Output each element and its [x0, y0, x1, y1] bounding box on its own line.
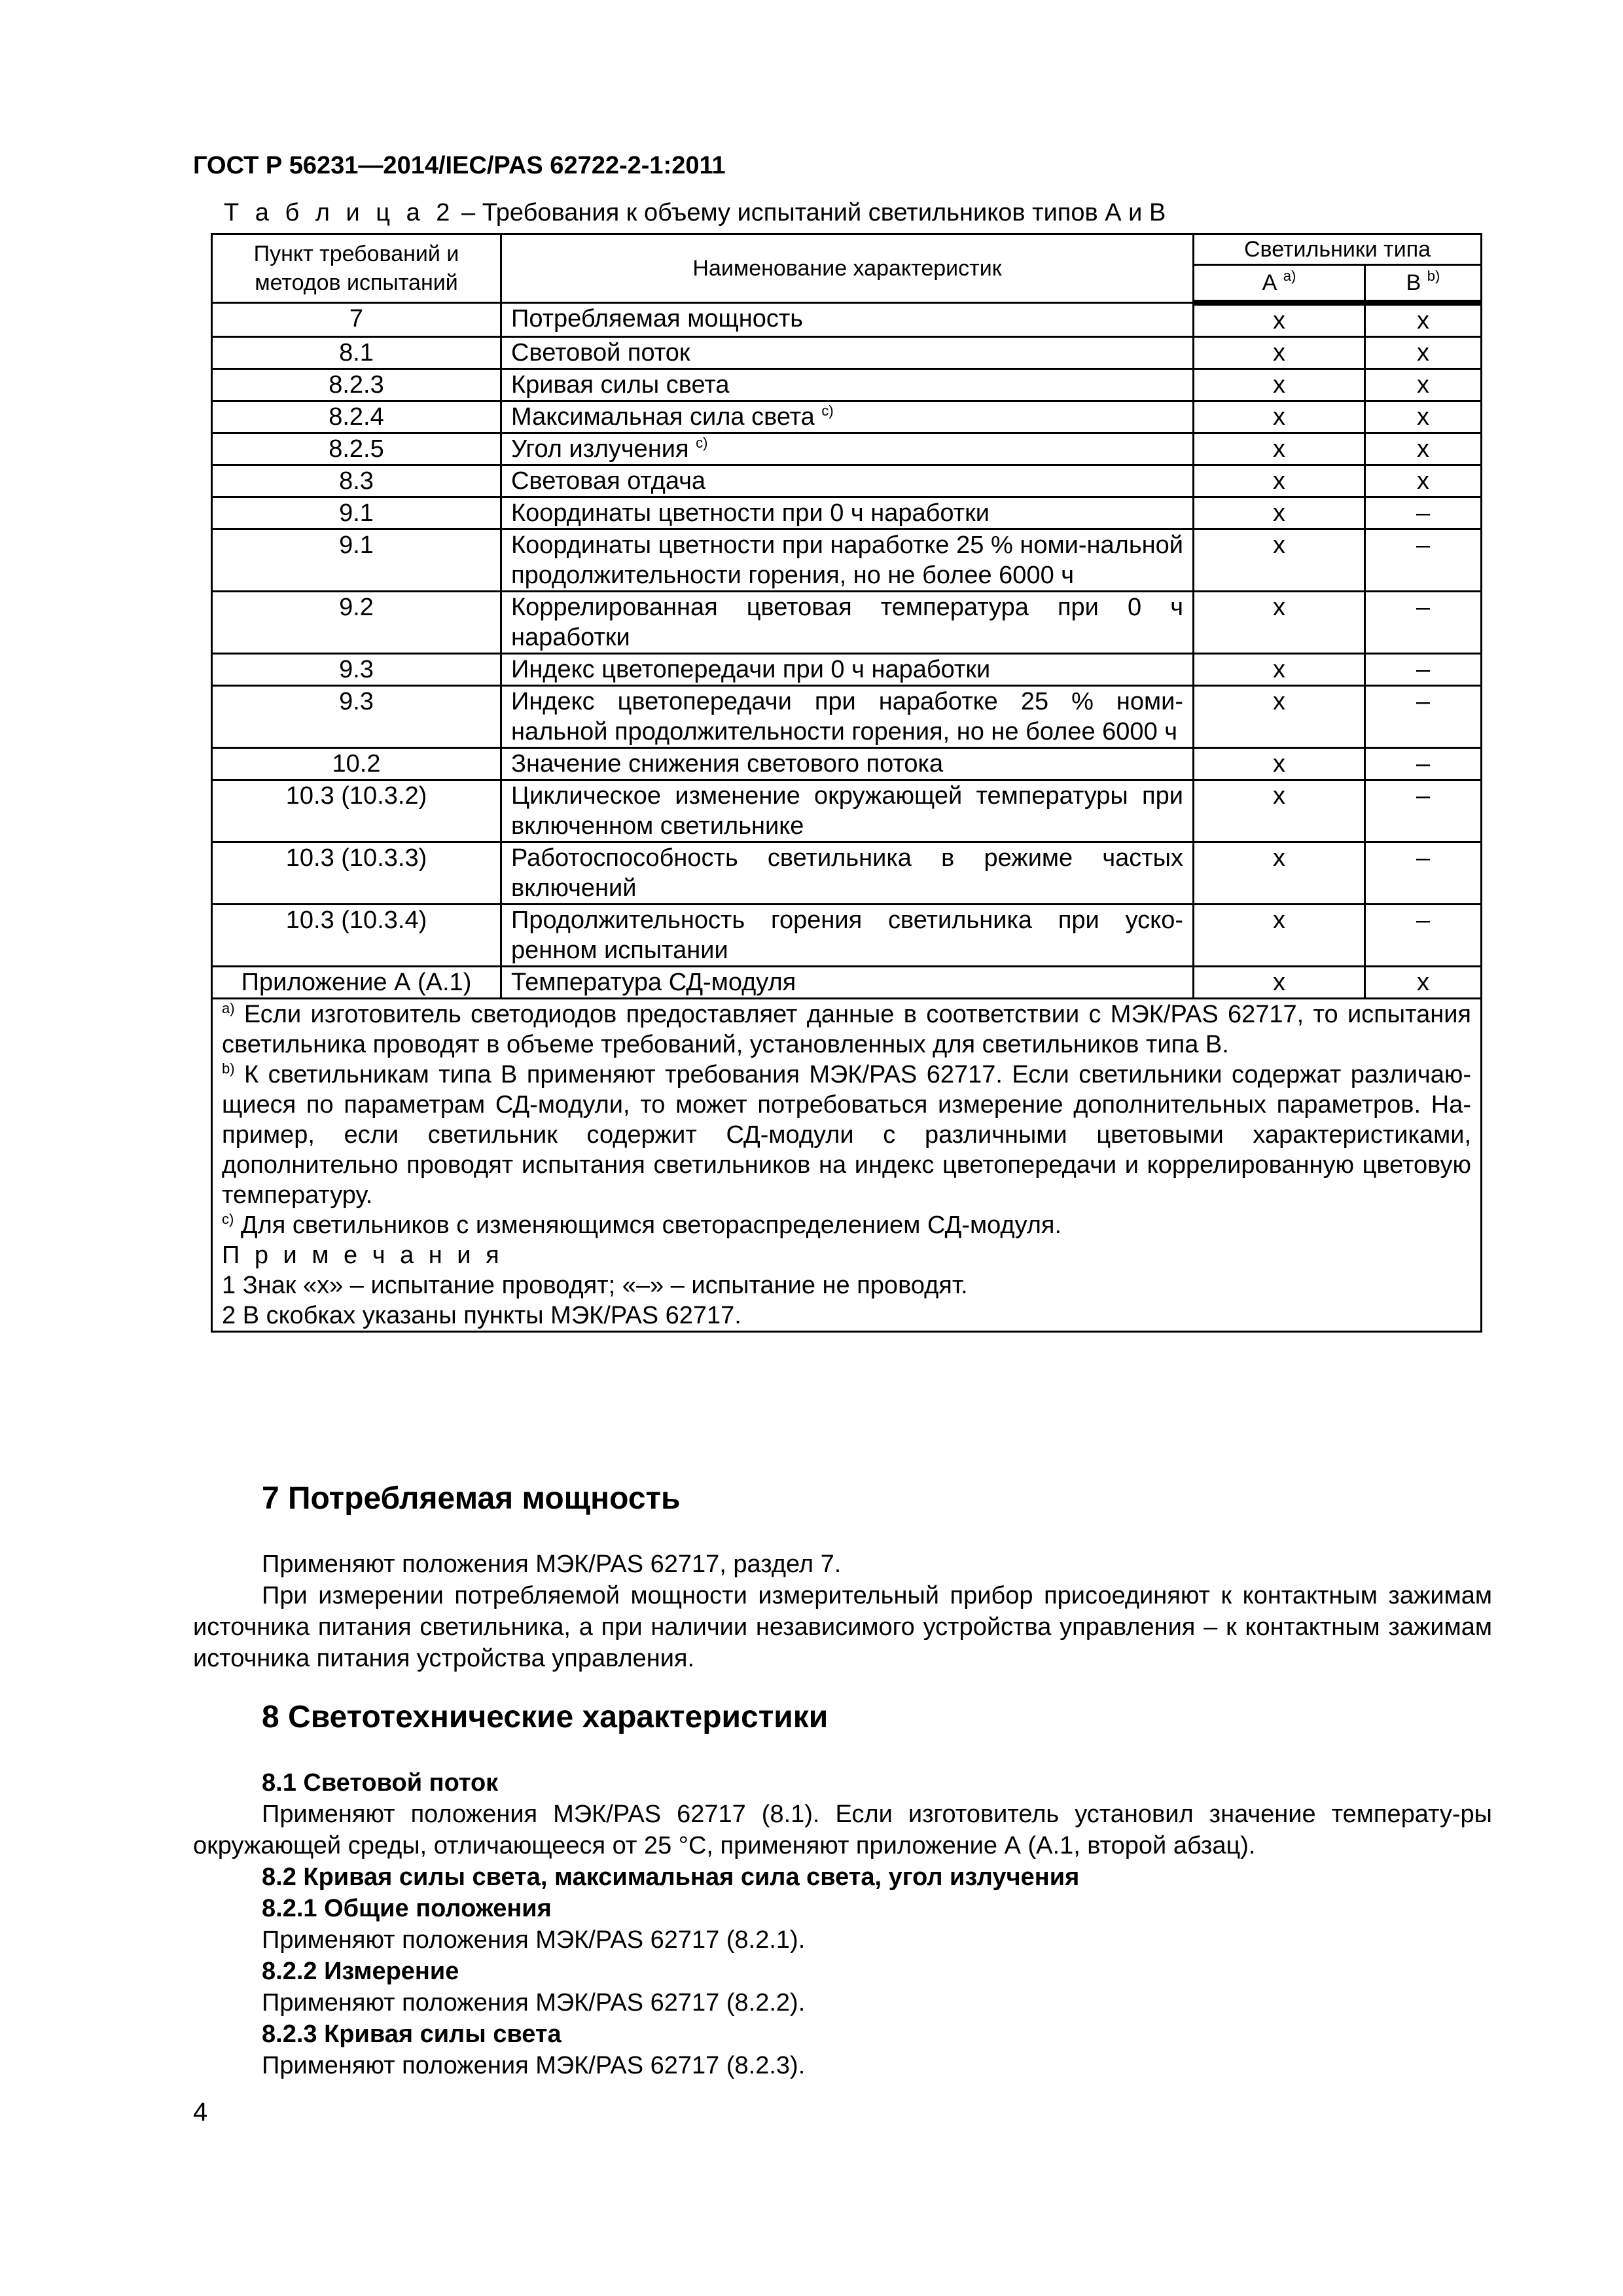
section-8-body	[193, 1767, 1492, 2081]
standard-designation: ГОСТ Р 56231—2014/IEC/PAS 62722-2-1:2011	[193, 152, 726, 179]
header-luminaire-type: Светильники типа	[1194, 234, 1482, 265]
characteristic-cell: Кривая силы света	[501, 369, 1194, 401]
subsection-8-2-title: 8.2 Кривая силы света, максимальная сила света, угол излучения	[262, 1863, 1080, 1891]
type-a-cell: x	[1194, 465, 1365, 497]
type-a-cell: x	[1194, 686, 1365, 748]
characteristic-cell: Циклическое изменение окружающей температуры при включенном светильнике	[501, 780, 1194, 842]
type-b-cell: x	[1365, 401, 1482, 433]
type-a-cell: x	[1194, 654, 1365, 686]
clause-cell: 8.3	[212, 465, 501, 497]
header-characteristic: Наименование характеристик	[501, 234, 1194, 303]
section-7-paragraph-1: Применяют положения МЭК/PAS 62717, раздел 7.	[262, 1551, 842, 1578]
table-row	[212, 433, 1482, 465]
characteristic-cell: Потребляемая мощность	[501, 303, 1194, 337]
clause-cell: 9.3	[212, 654, 501, 686]
characteristic-cell: Коррелированная цветовая температура при 0 ч наработки	[501, 592, 1194, 654]
characteristic-cell: Световой поток	[501, 337, 1194, 369]
subsection-8-2-3-title: 8.2.3 Кривая силы света	[262, 2020, 562, 2048]
characteristic-cell: Значение снижения светового потока	[501, 748, 1194, 780]
clause-cell: 9.2	[212, 592, 501, 654]
type-b-cell: x	[1365, 303, 1482, 337]
table-row	[212, 337, 1482, 369]
subsection-8-2-3-text: Применяют положения МЭК/PAS 62717 (8.2.3).	[262, 2052, 806, 2079]
type-a-cell: x	[1194, 780, 1365, 842]
section-7-paragraph-2: При измерении потребляемой мощности измерительный прибор присоединяют к контактным зажимам источника питания светильника, а при наличии независимого устройства управления – к контактным зажимам источника питания устройства управления.	[193, 1582, 1492, 1672]
notes-title: П р и м е ч а н и я	[222, 1242, 503, 1269]
clause-cell: 9.1	[212, 497, 501, 529]
subsection-8-1-title: 8.1 Световой поток	[262, 1769, 499, 1797]
type-b-cell: x	[1365, 337, 1482, 369]
type-a-cell: x	[1194, 337, 1365, 369]
header-clause: Пункт требований и методов испытаний	[212, 234, 501, 303]
type-b-cell: x	[1365, 967, 1482, 999]
type-a-cell: x	[1194, 369, 1365, 401]
type-a-cell: x	[1194, 401, 1365, 433]
clause-cell: 9.3	[212, 686, 501, 748]
type-b-cell: –	[1365, 654, 1482, 686]
footnote-marker: c)	[696, 435, 708, 451]
type-a-cell: x	[1194, 592, 1365, 654]
clause-cell: 10.3 (10.3.3)	[212, 842, 501, 905]
note-2: 2 В скобках указаны пункты МЭК/PAS 62717.	[222, 1302, 741, 1329]
table-row	[212, 748, 1482, 780]
type-b-cell: –	[1365, 686, 1482, 748]
characteristic-cell: Индекс цветопередачи при наработке 25 % номи-нальной продолжительности горения, но не более 6000 ч	[501, 686, 1194, 748]
characteristic-cell: Индекс цветопередачи при 0 ч наработки	[501, 654, 1194, 686]
table-row	[212, 529, 1482, 592]
clause-cell: 10.3 (10.3.2)	[212, 780, 501, 842]
section-7-body	[193, 1549, 1492, 1674]
table-row	[212, 967, 1482, 999]
type-b-cell: x	[1365, 369, 1482, 401]
clause-cell: 9.1	[212, 529, 501, 592]
clause-cell: 10.2	[212, 748, 501, 780]
section-8-title: 8 Светотехнические характеристики	[262, 1700, 829, 1734]
clause-cell: 10.3 (10.3.4)	[212, 905, 501, 967]
subsection-8-2-2-text: Применяют положения МЭК/PAS 62717 (8.2.2).	[262, 1989, 806, 2017]
type-a-cell: x	[1194, 967, 1365, 999]
table-row	[212, 686, 1482, 748]
clause-cell: 8.1	[212, 337, 501, 369]
page-number: 4	[193, 2098, 208, 2126]
clause-cell: 8.2.4	[212, 401, 501, 433]
type-a-cell: x	[1194, 529, 1365, 592]
subsection-8-1-text: Применяют положения МЭК/PAS 62717 (8.1). Если изготовитель установил значение температу-ры окружающей среды, отличающееся от 25 °С, применяют приложение А (А.1, второй абзац).	[193, 1801, 1492, 1859]
type-a-cell: x	[1194, 842, 1365, 905]
clause-cell: 8.2.3	[212, 369, 501, 401]
type-b-cell: x	[1365, 433, 1482, 465]
table-caption-label: Т а б л и ц а 2	[224, 199, 455, 226]
characteristic-cell: Координаты цветности при 0 ч наработки	[501, 497, 1194, 529]
table-footnotes	[212, 999, 1482, 1332]
clause-cell: 8.2.5	[212, 433, 501, 465]
subsection-8-2-1-title: 8.2.1 Общие положения	[262, 1895, 552, 1922]
type-b-cell: –	[1365, 748, 1482, 780]
type-a-cell: x	[1194, 748, 1365, 780]
footnote-b: $^{b)}$ К светильникам типа В применяют требования МЭК/PAS 62717. Если светильники содержат различаю-щиеся по параметрам СД-модули, то может потребоваться измерение дополнительных параметров. На-пример, если светильник содержит СД-модули с различными цветовыми характеристиками, дополнительно проводят испытания светильников на индекс цветопередачи и коррелированную цветовую температуру.	[222, 1060, 1472, 1209]
type-b-cell: –	[1365, 842, 1482, 905]
note-1: 1 Знак «х» – испытание проводят; «–» – испытание не проводят.	[222, 1272, 968, 1299]
table-row	[212, 497, 1482, 529]
type-b-cell: –	[1365, 592, 1482, 654]
requirements-table	[211, 233, 1482, 1333]
table-row	[212, 465, 1482, 497]
header-type-a: А $^{а)}$	[1194, 265, 1365, 303]
type-b-cell: –	[1365, 497, 1482, 529]
characteristic-cell: Световая отдача	[501, 465, 1194, 497]
footnote-a: $^{a)}$ Если изготовитель светодиодов предоставляет данные в соответствии с МЭК/PAS 62717, то испытания светильника проводят в объеме требований, установленных для светильников типа В.	[222, 1000, 1472, 1058]
type-b-cell: –	[1365, 529, 1482, 592]
table-row	[212, 654, 1482, 686]
characteristic-cell: Координаты цветности при наработке 25 % номи-нальной продолжительности горения, но не более 6000 ч	[501, 529, 1194, 592]
footnote-marker: c)	[821, 403, 834, 419]
table-row	[212, 592, 1482, 654]
section-7-title: 7 Потребляемая мощность	[262, 1481, 681, 1516]
characteristic-cell: Работоспособность светильника в режиме частых включений	[501, 842, 1194, 905]
footnote-c: $^{c)}$ Для светильников с изменяющимся светораспределением СД-модуля.	[222, 1211, 1062, 1239]
table-caption-text: – Требования к объему испытаний светильников типов А и В	[454, 199, 1166, 226]
type-a-cell: x	[1194, 303, 1365, 337]
subsection-8-2-2-title: 8.2.2 Измерение	[262, 1958, 459, 1985]
table-row	[212, 780, 1482, 842]
table-row	[212, 842, 1482, 905]
type-a-cell: x	[1194, 433, 1365, 465]
characteristic-cell: Температура СД-модуля	[501, 967, 1194, 999]
type-a-cell: x	[1194, 497, 1365, 529]
type-b-cell: x	[1365, 465, 1482, 497]
table-row	[212, 401, 1482, 433]
table-row	[212, 905, 1482, 967]
type-b-cell: –	[1365, 905, 1482, 967]
subsection-8-2-1-text: Применяют положения МЭК/PAS 62717 (8.2.1).	[262, 1926, 806, 1954]
type-b-cell: –	[1365, 780, 1482, 842]
clause-cell: Приложение А (А.1)	[212, 967, 501, 999]
header-type-b: В $^{b)}$	[1365, 265, 1482, 303]
table-caption	[224, 199, 1166, 227]
type-a-cell: x	[1194, 905, 1365, 967]
characteristic-cell: Продолжительность горения светильника при уско-ренном испытании	[501, 905, 1194, 967]
characteristic-cell: Максимальная сила света $^{c)}$	[501, 401, 1194, 433]
characteristic-cell: Угол излучения $^{c)}$	[501, 433, 1194, 465]
table-row	[212, 303, 1482, 337]
clause-cell: 7	[212, 303, 501, 337]
table-row	[212, 369, 1482, 401]
